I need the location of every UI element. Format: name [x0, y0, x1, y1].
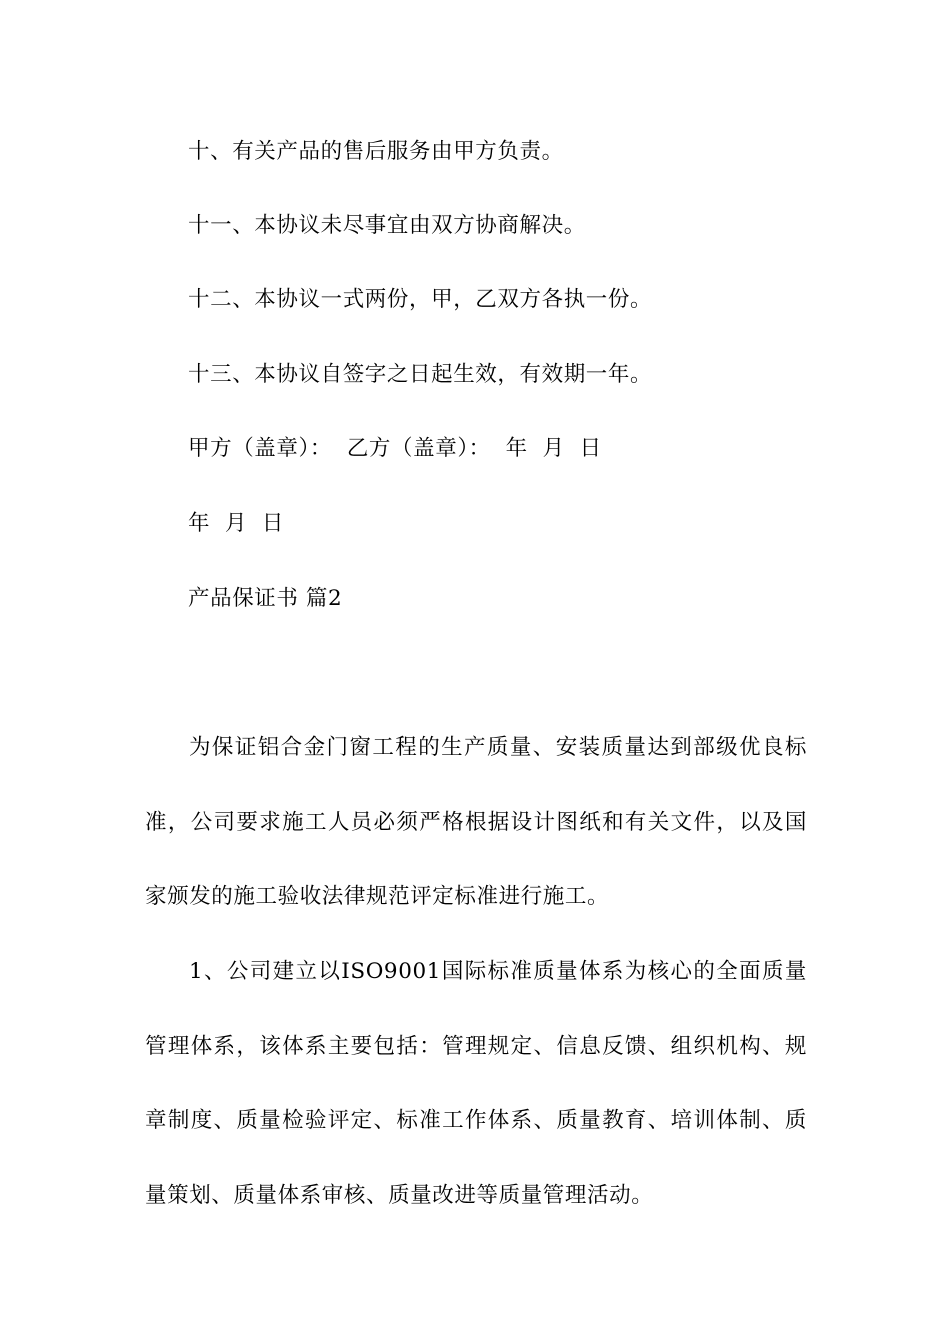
date-line: 年 月 日: [188, 511, 285, 536]
clause-13: 十三、本协议自签字之日起生效，有效期一年。: [188, 362, 653, 387]
clause-10: 十、有关产品的售后服务由甲方负责。: [188, 139, 564, 164]
paragraph-intro: 为保证铝合金门窗工程的生产质量、安装质量达到部级优良标准，公司要求施工人员必须严格根据设计图纸和有关文件，以及国家颁发的施工验收法律规范评定标准进行施工。: [145, 735, 807, 909]
clause-11: 十一、本协议未尽事宜由双方协商解决。: [188, 213, 586, 238]
section-title: 产品保证书 篇2: [188, 586, 343, 611]
paragraph-item-1: 1、公司建立以ISO9001国际标准质量体系为核心的全面质量管理体系，该体系主要包括：管理规定、信息反馈、组织机构、规章制度、质量检验评定、标准工作体系、质量教育、培训体制、质量策划、质量体系审核、质量改进等质量管理活动。: [145, 959, 807, 1208]
signature-line: 甲方（盖章）： 乙方（盖章）： 年 月 日: [188, 436, 602, 461]
clause-12: 十二、本协议一式两份，甲，乙双方各执一份。: [188, 287, 653, 312]
